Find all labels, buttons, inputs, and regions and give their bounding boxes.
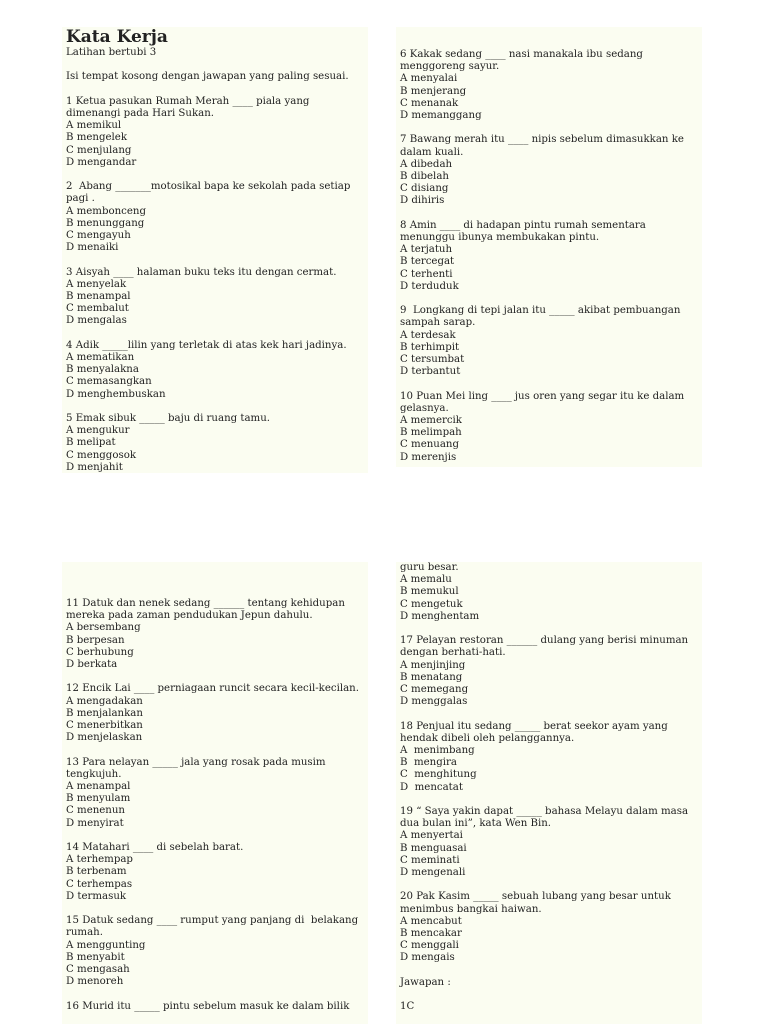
question-text: 15 Datuk sedang ____ rumput yang panjang di belakang	[66, 915, 359, 927]
option-c: C menanak	[400, 97, 459, 109]
option-a: A terjatuh	[400, 244, 453, 256]
question-text: pagi .	[66, 193, 95, 205]
option-a: A dibedah	[400, 158, 453, 170]
option-b: B dibelah	[400, 171, 449, 183]
question-text: 3 Aisyah ____ halaman buku teks itu dengan cermat.	[66, 266, 337, 278]
option-c: C memasangkan	[66, 376, 152, 388]
option-b: B mengelek	[66, 132, 127, 144]
question-18	[400, 721, 702, 794]
option-d: D mengais	[400, 952, 455, 964]
option-d: D mengalas	[66, 315, 127, 327]
question-text: 19 “ Saya yakin dapat _____ bahasa Melayu dalam masa	[400, 806, 689, 818]
question-3	[66, 267, 368, 328]
option-d: D terbantut	[400, 366, 461, 378]
page-2-left-column	[62, 562, 368, 1024]
question-text: 5 Emak sibuk _____ baju di ruang tamu.	[66, 413, 271, 424]
question-text: 4 Adik _____lilin yang terletak di atas kek hari jadinya.	[66, 339, 347, 351]
option-b: B menguasai	[400, 842, 467, 854]
question-8	[400, 220, 702, 293]
question-6	[400, 49, 702, 122]
question-text: 6 Kakak sedang ____ nasi manakala ibu sedang	[400, 49, 643, 60]
question-12	[66, 683, 368, 744]
option-b: B mengira	[400, 757, 457, 769]
question-text: menggoreng sayur.	[400, 61, 500, 73]
question-10	[400, 391, 702, 464]
option-a: A bersembang	[66, 622, 141, 634]
option-d: D menggalas	[400, 696, 468, 708]
question-text: gelasnya.	[400, 402, 449, 414]
option-b: B melipat	[66, 437, 116, 449]
option-a: A menyertai	[400, 830, 463, 842]
option-d: D mengandar	[66, 156, 137, 168]
question-16-continued	[400, 562, 702, 623]
option-c: C membalut	[66, 303, 129, 315]
question-text: dengan berhati-hati.	[400, 647, 506, 659]
option-b: B memukul	[400, 586, 459, 598]
option-a: A menimbang	[400, 745, 475, 757]
option-d: D mengenali	[400, 867, 466, 879]
option-a: A menampal	[66, 781, 131, 793]
option-a: A mengukur	[66, 425, 130, 437]
question-5	[66, 413, 368, 473]
option-a: A menyelak	[66, 278, 127, 290]
option-c: C menggosok	[66, 449, 136, 461]
question-15	[66, 915, 368, 988]
question-17	[400, 635, 702, 708]
question-16-start	[66, 1001, 368, 1013]
option-c: C mengayuh	[66, 230, 131, 241]
question-20	[400, 891, 702, 964]
option-c: C mengasah	[66, 964, 130, 976]
question-19	[400, 806, 702, 879]
question-text: 16 Murid itu _____ pintu sebelum masuk ke dalam bilik	[66, 1000, 350, 1012]
question-text: 11 Datuk dan nenek sedang ______ tentang kehidupan	[66, 598, 345, 609]
option-c: C disiang	[400, 183, 449, 195]
option-a: A menggunting	[66, 939, 146, 951]
option-b: B terbenam	[66, 866, 127, 878]
option-d: D memanggang	[400, 110, 482, 122]
question-text: dalam kuali.	[400, 146, 464, 158]
question-text: dua bulan ini”, kata Wen Bin.	[400, 818, 552, 830]
question-7	[400, 134, 702, 207]
option-d: D terduduk	[400, 280, 459, 292]
option-a: A menjinjing	[400, 659, 466, 671]
subtitle: Latihan bertubi 3	[66, 47, 157, 58]
option-d: D menaiki	[66, 242, 119, 254]
option-c: C memegang	[400, 684, 469, 696]
page-title: Kata Kerja	[66, 27, 168, 47]
option-d: D menyirat	[66, 817, 124, 829]
option-a: A memercik	[400, 415, 462, 427]
question-text: 8 Amin ____ di hadapan pintu rumah sementara	[400, 219, 646, 231]
question-text: 14 Matahari ____ di sebelah barat.	[66, 842, 244, 854]
option-c: C meminati	[400, 854, 460, 866]
question-9	[400, 305, 702, 378]
question-13	[66, 757, 368, 830]
option-c: C mengetuk	[400, 598, 463, 610]
option-a: A memikul	[66, 120, 122, 132]
option-a: A mencabut	[400, 915, 462, 927]
option-b: B melimpah	[400, 427, 462, 439]
option-a: A membonceng	[66, 205, 146, 217]
option-c: C berhubung	[66, 646, 134, 658]
option-c: C menggali	[400, 940, 459, 952]
option-d: D termasuk	[66, 890, 127, 902]
question-4	[66, 340, 368, 401]
option-a: A mematikan	[66, 352, 135, 363]
page-1-right-column	[396, 27, 702, 467]
option-c: C menenun	[66, 805, 125, 817]
option-c: C menerbitkan	[66, 720, 143, 732]
answers-label: Jawapan :	[400, 976, 451, 988]
question-text: 20 Pak Kasim _____ sebuah lubang yang besar untuk	[400, 891, 671, 903]
option-c: C menuang	[400, 439, 460, 451]
option-b: B menunggang	[66, 217, 145, 229]
question-text: mereka pada zaman pendudukan Jepun dahulu.	[66, 610, 313, 622]
question-text: hendak dibeli oleh pelanggannya.	[400, 732, 575, 744]
option-b: B menyalakna	[66, 364, 139, 376]
question-text: sampah sarap.	[400, 317, 476, 329]
option-d: D berkata	[66, 659, 118, 671]
option-b: B berpesan	[66, 634, 125, 646]
question-text: 9 Longkang di tepi jalan itu _____ akibat pembuangan	[400, 305, 681, 317]
question-14	[66, 842, 368, 903]
option-c: C tersumbat	[400, 354, 465, 366]
option-b: B menatang	[400, 671, 463, 683]
question-text: menimbus bangkai haiwan.	[400, 903, 542, 915]
option-b: B menjalankan	[66, 707, 143, 719]
option-b: B terhimpit	[400, 341, 460, 353]
option-a: A terdesak	[400, 329, 456, 341]
question-text: tengkujuh.	[66, 768, 122, 780]
instruction: Isi tempat kosong dengan jawapan yang paling sesuai.	[66, 71, 349, 83]
question-text: 7 Bawang merah itu ____ nipis sebelum dimasukkan ke	[400, 134, 684, 146]
option-b: B tercegat	[400, 256, 455, 268]
question-text: 10 Puan Mei ling ____ jus oren yang segar itu ke dalam	[400, 390, 685, 402]
question-text: 2 Abang _______motosikal bapa ke sekolah pada setiap	[66, 181, 351, 193]
option-b: B menyulam	[66, 793, 131, 805]
option-d: D dihiris	[400, 195, 445, 207]
question-1	[66, 96, 368, 169]
option-d: D menjahit	[66, 461, 123, 473]
question-2	[66, 181, 368, 254]
option-c: C terhenti	[400, 268, 453, 280]
option-d: D menghentam	[400, 610, 480, 622]
option-a: A terhempap	[66, 854, 133, 866]
question-text: 1 Ketua pasukan Rumah Merah ____ piala yang	[66, 95, 310, 107]
question-text: rumah.	[66, 927, 103, 939]
option-b: B mencakar	[400, 928, 462, 940]
question-text: dimenangi pada Hari Sukan.	[66, 107, 215, 119]
option-a: A mengadakan	[66, 695, 143, 707]
question-text: guru besar.	[400, 562, 459, 573]
option-c: C menjulang	[66, 144, 132, 156]
answer-1: 1C	[400, 1001, 415, 1013]
option-d: D menjelaskan	[66, 732, 143, 744]
question-text: 17 Pelayan restoran ______ dulang yang berisi minuman	[400, 635, 689, 647]
option-d: D merenjis	[400, 451, 457, 463]
option-d: D mencatat	[400, 781, 463, 793]
question-text: 12 Encik Lai ____ perniagaan runcit secara kecil-kecilan.	[66, 683, 359, 695]
option-b: B menyabit	[66, 951, 125, 963]
option-a: A memalu	[400, 574, 452, 586]
option-a: A menyalai	[400, 73, 458, 85]
option-c: C menghitung	[400, 769, 477, 781]
option-c: C terhempas	[66, 878, 133, 890]
page-1-left-column	[62, 27, 368, 473]
option-b: B menampal	[66, 291, 131, 302]
question-text: 13 Para nelayan _____ jala yang rosak pada musim	[66, 756, 326, 768]
page-2-right-column	[396, 562, 702, 1024]
question-text: 18 Penjual itu sedang _____ berat seekor ayam yang	[400, 720, 668, 732]
option-d: D menoreh	[66, 976, 124, 988]
question-text: menunggu ibunya membukakan pintu.	[400, 232, 600, 244]
option-b: B menjerang	[400, 85, 467, 97]
question-11	[66, 598, 368, 671]
option-d: D menghembuskan	[66, 388, 166, 400]
